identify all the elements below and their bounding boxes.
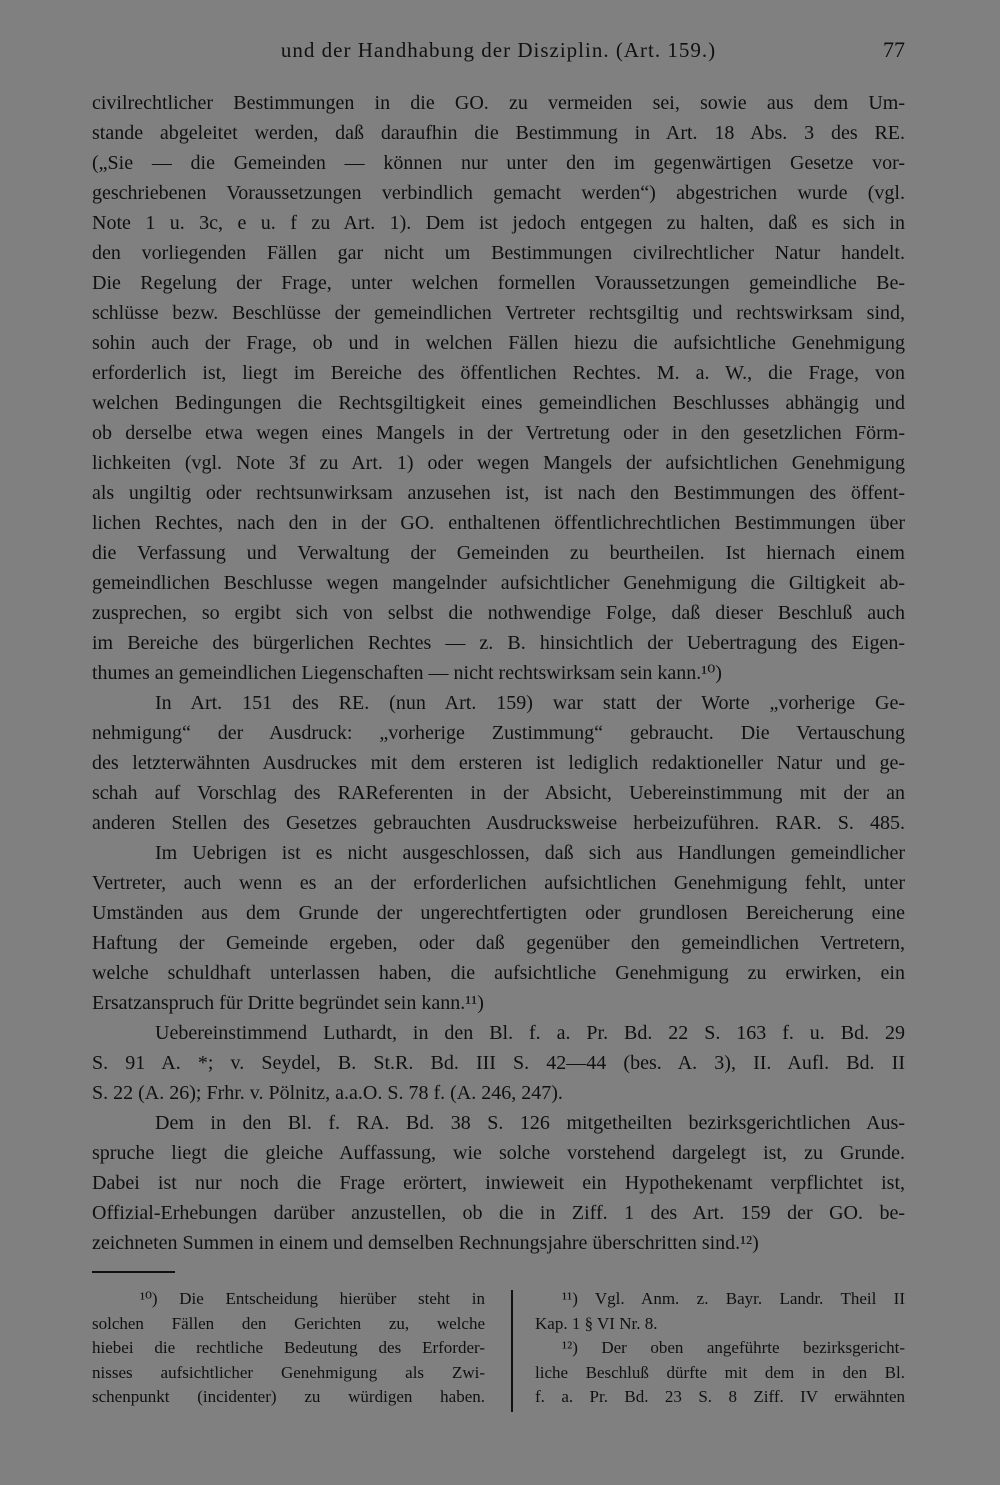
body-text [92, 88, 905, 1258]
paragraph [92, 1108, 905, 1258]
footnote-line: Kap. 1 § VI Nr. 8. [535, 1313, 658, 1333]
text-line: erforderlich ist, liegt im Bereiche des öffentlichen Rechtes. M. a. W., die Frage, von [92, 362, 905, 384]
footnotes-right-column [535, 1287, 905, 1410]
paragraph [92, 1018, 905, 1108]
text-line: anderen Stellen des Gesetzes gebrauchten Ausdrucksweise herbeizuführen. RAR. S. 485. [92, 812, 905, 834]
footnote-line: nisses aufsichtlicher Genehmigung als Zwi- [92, 1362, 485, 1382]
text-line: („Sie — die Gemeinden — können nur unter den im gegenwärtigen Gesetze vor- [92, 152, 905, 174]
text-line: als ungiltig oder rechtsunwirksam anzusehen ist, ist nach den Bestimmungen des öffent- [92, 482, 905, 504]
text-line: Note 1 u. 3c, e u. f zu Art. 1). Dem ist jedoch entgegen zu halten, daß es sich in [92, 212, 905, 234]
text-line: Dem in den Bl. f. RA. Bd. 38 S. 126 mitgetheilten bezirksgerichtlichen Aus- [155, 1112, 905, 1134]
footnote-line: hiebei die rechtliche Bedeutung des Erforder- [92, 1338, 485, 1357]
text-line: Die Regelung der Frage, unter welchen formellen Voraussetzungen gemeindliche Be- [92, 272, 905, 294]
text-line: den vorliegenden Fällen gar nicht um Bestimmungen civilrechtlicher Natur handelt. [92, 242, 905, 264]
footnote-line: solchen Fällen den Gerichten zu, welche [92, 1313, 485, 1333]
footnote-line: f. a. Pr. Bd. 23 S. 8 Ziff. IV erwähnten [535, 1387, 905, 1406]
text-line: civilrechtlicher Bestimmungen in die GO. zu vermeiden sei, sowie aus dem Um- [92, 92, 905, 114]
text-line: lichkeiten (vgl. Note 3f zu Art. 1) oder wegen Mangels der aufsichtlichen Genehmigung [92, 452, 905, 474]
text-line: schlüsse bezw. Beschlüsse der gemeindlichen Vertreter rechtsgiltig und rechtswirksam sind, [92, 302, 905, 324]
running-head: und der Handhabung der Disziplin. (Art. 159.) [280, 38, 717, 62]
footnotes-left-column [92, 1287, 485, 1410]
text-line: zeichneten Summen in einem und demselben Rechnungsjahre überschritten sind.¹²) [92, 1232, 759, 1254]
text-line: Uebereinstimmend Luthardt, in den Bl. f. a. Pr. Bd. 22 S. 163 f. u. Bd. 29 [155, 1022, 905, 1044]
text-line: Haftung der Gemeinde ergeben, oder daß gegenüber den gemeindlichen Vertretern, [92, 932, 905, 954]
text-line: Im Uebrigen ist es nicht ausgeschlossen, daß sich aus Handlungen gemeindlicher [155, 842, 905, 864]
text-line: ob derselbe etwa wegen eines Mangels in der Vertretung oder in den gesetzlichen Förm- [92, 422, 905, 444]
text-line: Umständen aus dem Grunde der ungerechtfertigten oder grundlosen Bereicherung eine [92, 902, 905, 924]
footnote-11 [535, 1287, 905, 1336]
text-line: thumes an gemeindlichen Liegenschaften — nicht rechtswirksam sein kann.¹⁰) [92, 662, 722, 684]
text-line: gemeindlichen Beschlusse wegen mangelnder aufsichtlicher Genehmigung die Giltigkeit ab- [92, 572, 905, 594]
footnote-line: ¹²) Der oben angeführte bezirksgericht- [562, 1338, 905, 1357]
footnote-line: ¹¹) Vgl. Anm. z. Bayr. Landr. Theil II [562, 1289, 905, 1308]
text-line: In Art. 151 des RE. (nun Art. 159) war statt der Worte „vorherige Ge- [155, 692, 905, 714]
text-line: S. 91 A. *; v. Seydel, B. St.R. Bd. III S. 42—44 (bes. A. 3), II. Aufl. Bd. II [92, 1052, 905, 1074]
footnote-line: schenpunkt (incidenter) zu würdigen haben. [92, 1387, 485, 1406]
footnote-line: ¹⁰) Die Entscheidung hierüber steht in [140, 1289, 485, 1308]
text-line: welchen Bedingungen die Rechtsgiltigkeit eines gemeindlichen Beschlusses abhängig und [92, 392, 905, 414]
text-line: nehmigung“ der Ausdruck: „vorherige Zustimmung“ gebraucht. Die Vertauschung [92, 722, 905, 744]
text-line: S. 22 (A. 26); Frhr. v. Pölnitz, a.a.O. S. 78 f. (A. 246, 247). [92, 1082, 563, 1104]
text-line: lichen Rechtes, nach den in der GO. enthaltenen öffentlichrechtlichen Bestimmungen über [92, 512, 905, 534]
text-line: geschriebenen Voraussetzungen verbindlich gemacht werden“) abgestrichen wurde (vgl. [92, 182, 905, 204]
text-line: sohin auch der Frage, ob und in welchen Fällen hiezu die aufsichtliche Genehmigung [92, 332, 905, 354]
text-line: spruche liegt die gleiche Auffassung, wie solche vorstehend dargelegt ist, zu Grunde. [92, 1142, 905, 1164]
text-line: des letzterwähnten Ausdruckes mit dem ersteren ist lediglich redaktioneller Natur und ge- [92, 752, 905, 774]
footnote-column-divider [511, 1290, 513, 1412]
paragraph [92, 88, 905, 688]
page-number: 77 [883, 37, 905, 62]
text-line: im Bereiche des bürgerlichen Rechtes — z. B. hinsichtlich der Uebertragung des Eigen- [92, 632, 905, 654]
text-line: Dabei ist nur noch die Frage erörtert, inwieweit ein Hypothekenamt verpflichtet ist, [92, 1172, 905, 1194]
text-line: die Verfassung und Verwaltung der Gemeinden zu beurtheilen. Ist hiernach einem [92, 542, 905, 564]
text-line: Ersatzanspruch für Dritte begründet sein kann.¹¹) [92, 992, 484, 1014]
footnote-10 [92, 1287, 485, 1410]
footnote-rule [92, 1271, 175, 1273]
footnote-12 [535, 1336, 905, 1410]
text-line: stande abgeleitet werden, daß daraufhin die Bestimmung in Art. 18 Abs. 3 des RE. [92, 122, 905, 144]
text-line: zusprechen, so ergibt sich von selbst die nothwendige Folge, daß dieser Beschluß auch [92, 602, 905, 624]
paragraph [92, 838, 905, 1018]
paragraph [92, 688, 905, 838]
text-line: Offizial-Erhebungen darüber anzustellen, ob die in Ziff. 1 des Art. 159 der GO. be- [92, 1202, 905, 1224]
text-line: schah auf Vorschlag des RAReferenten in der Absicht, Uebereinstimmung mit der an [92, 782, 905, 804]
text-line: welche schuldhaft unterlassen haben, die aufsichtliche Genehmigung zu erwirken, ein [92, 962, 905, 984]
footnote-line: liche Beschluß dürfte mit dem in den Bl. [535, 1362, 905, 1382]
text-line: Vertreter, auch wenn es an der erforderlichen aufsichtlichen Genehmigung fehlt, unter [92, 872, 905, 894]
